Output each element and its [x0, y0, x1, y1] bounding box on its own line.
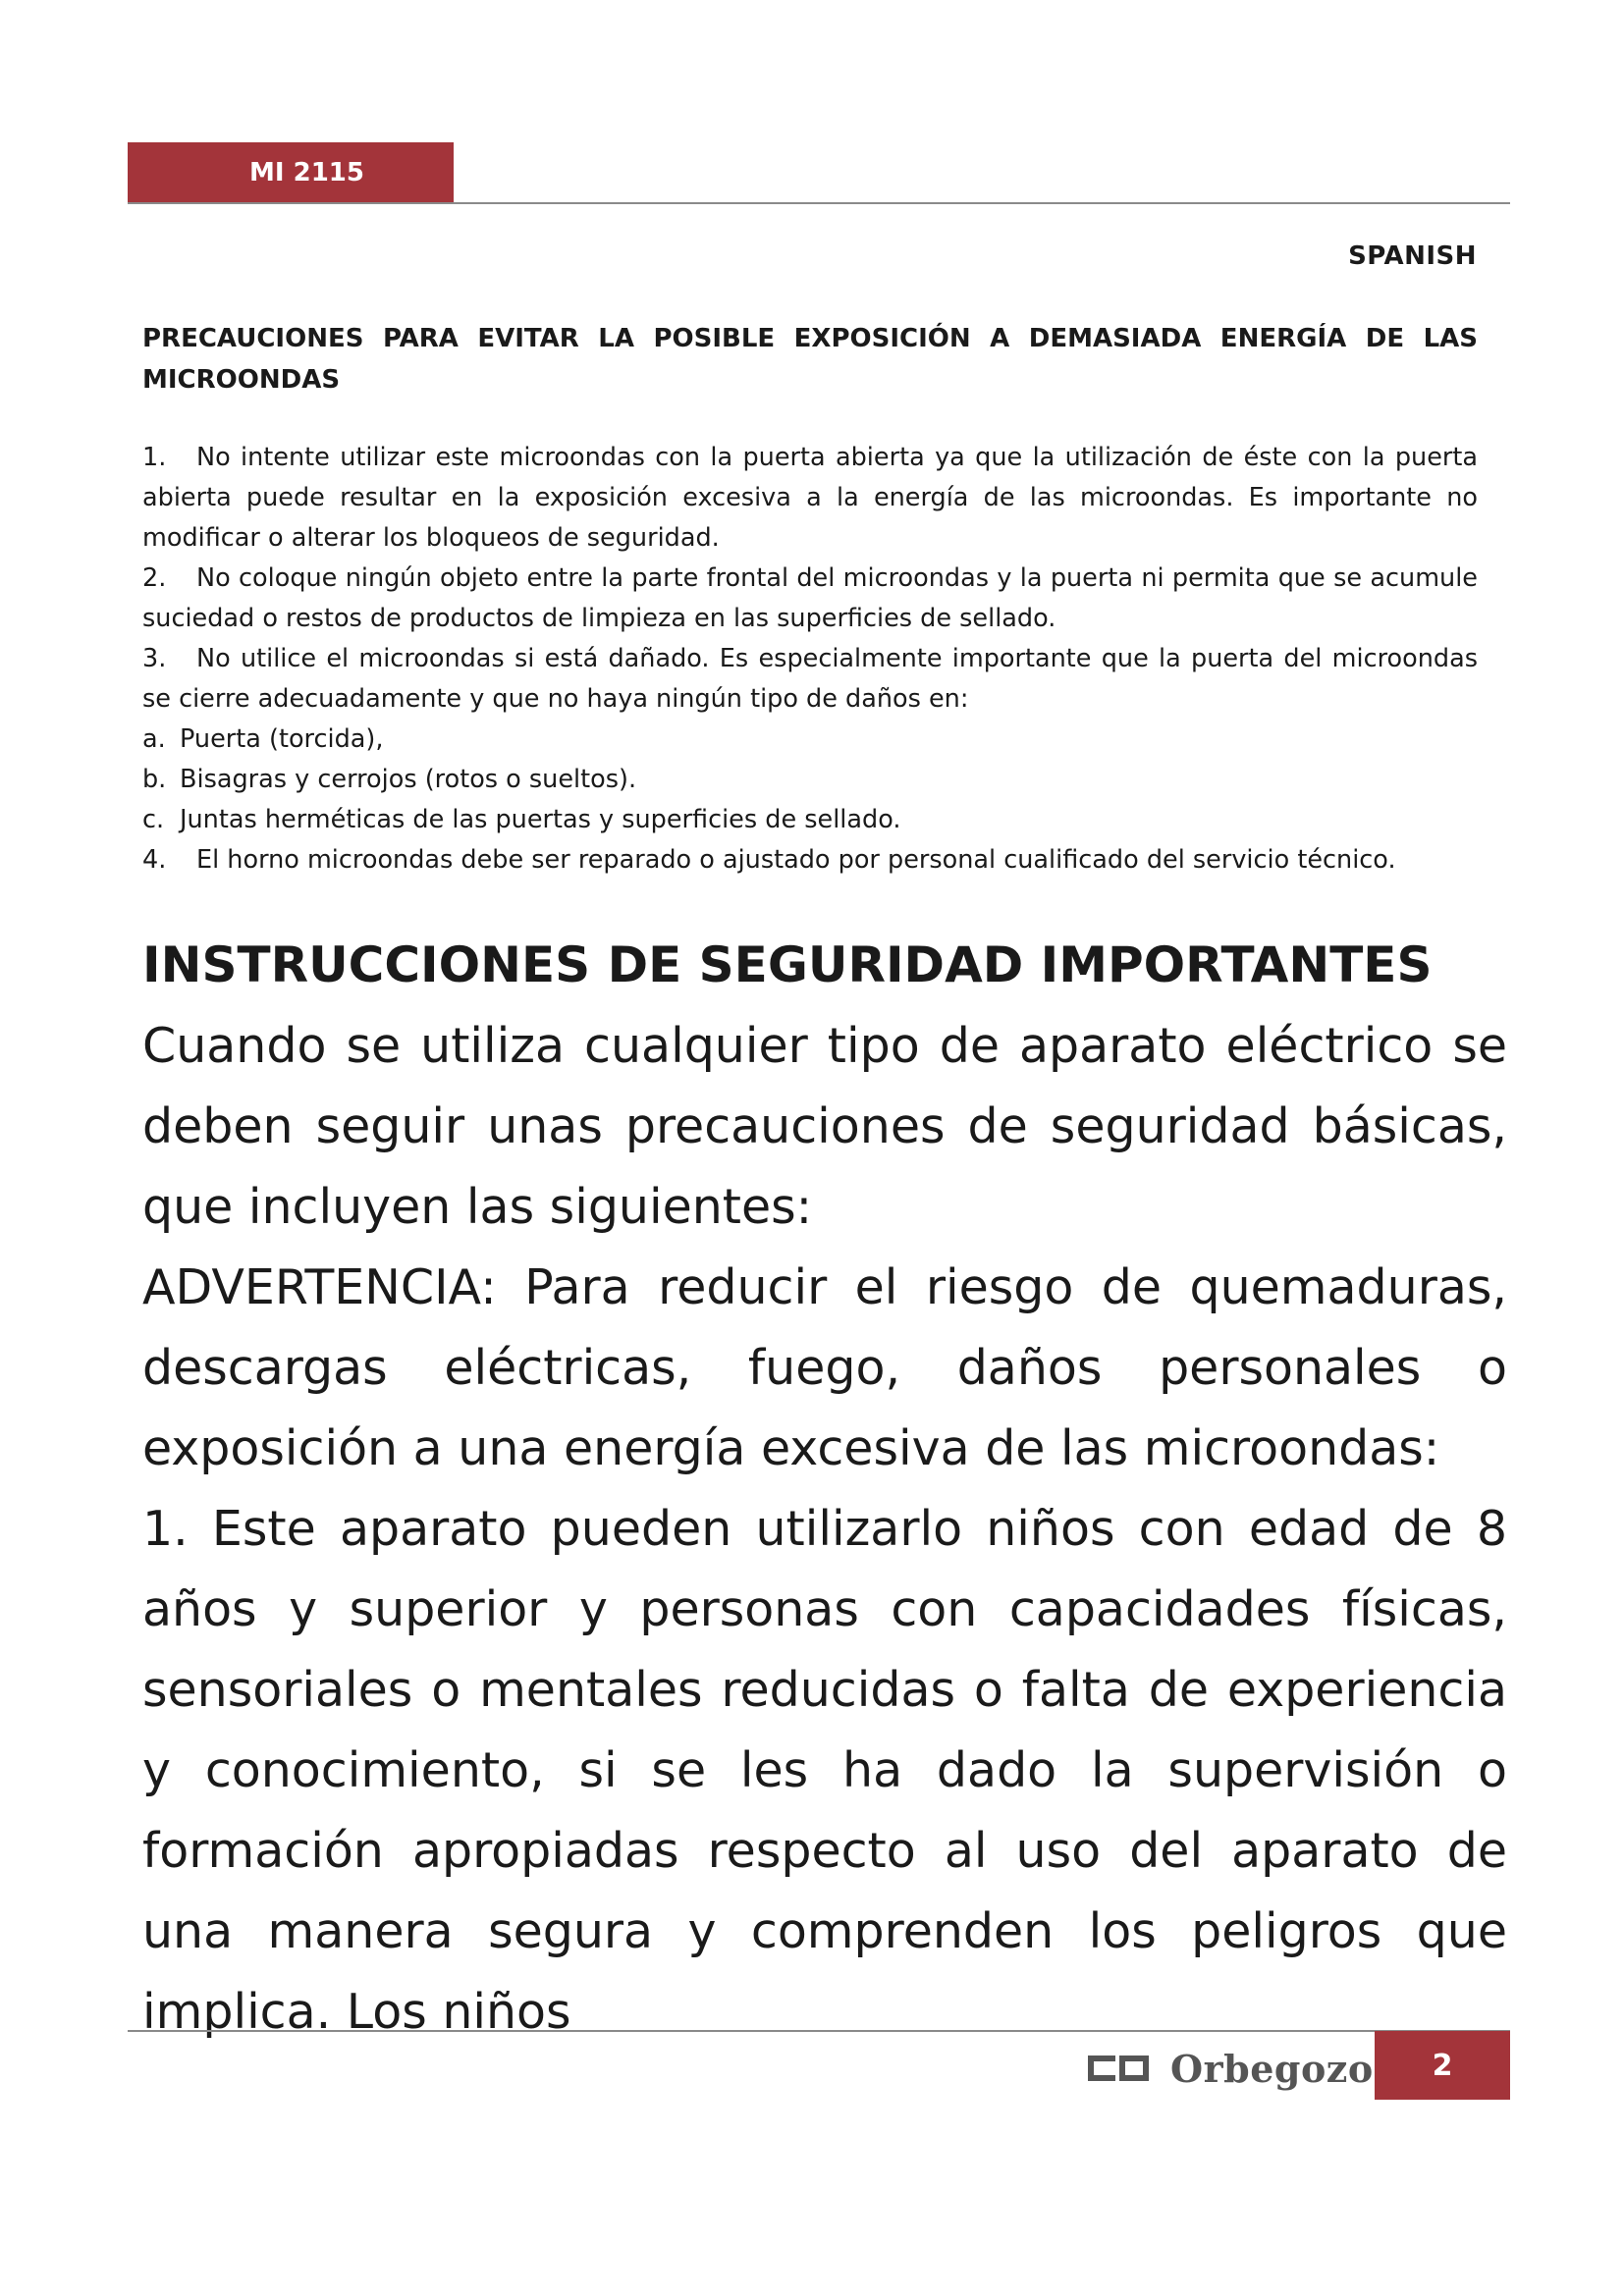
page-number: 2 — [1375, 2031, 1510, 2100]
list-item: 4. El horno microondas debe ser reparado o ajustado por personal cualificado del servicio técnico. — [142, 845, 1396, 875]
safety-body — [142, 1006, 1507, 2053]
sub-list-item: b. Bisagras y cerrojos (rotos o sueltos). — [142, 765, 637, 794]
precautions-title: PRECAUCIONES PARA EVITAR LA POSIBLE EXPOSICIÓN A DEMASIADA ENERGÍA DE LAS MICROONDAS — [142, 324, 1478, 395]
list-item: 1. No intente utilizar este microondas con la puerta abierta ya que la utilización de éste con la puerta abierta puede resultar en la exposición excesiva a la energía de las microondas. Es importante no modificar o alterar los bloqueos de seguridad. — [142, 443, 1478, 553]
model-label: MI 2115 — [249, 158, 364, 187]
precautions-list — [142, 438, 1478, 881]
model-tab — [128, 142, 454, 203]
brand-name: Orbegozo — [1170, 2046, 1374, 2091]
language-label: SPANISH — [1348, 241, 1477, 271]
list-item: 2. No coloque ningún objeto entre la parte frontal del microondas y la puerta ni permita que se acumule suciedad o restos de productos de limpieza en las superficies de sellado. — [142, 563, 1478, 633]
safety-intro: Cuando se utiliza cualquier tipo de aparato eléctrico se deben seguir unas precauciones de seguridad básicas, que incluyen las siguientes: — [142, 1018, 1507, 1235]
safety-item-1: 1. Este aparato pueden utilizarlo niños con edad de 8 años y superior y personas con capacidades físicas, sensoriales o mentales reducidas o falta de experiencia y conocimiento, si se les ha dado la supervisión o formación apropiadas respecto al uso del aparato de una manera segura y comprenden los peligros que implica. Los niños — [142, 1501, 1507, 2040]
brand-logo — [1088, 2044, 1374, 2093]
safety-warning: ADVERTENCIA: Para reducir el riesgo de quemaduras, descargas eléctricas, fuego, daños personales o exposición a una energía excesiva de las microondas: — [142, 1259, 1507, 1476]
safety-heading: INSTRUCCIONES DE SEGURIDAD IMPORTANTES — [142, 936, 1433, 993]
sub-list-item: c. Juntas herméticas de las puertas y superficies de sellado. — [142, 805, 901, 834]
list-item: 3. No utilice el microondas si está dañado. Es especialmente importante que la puerta del microondas se cierre adecuadamente y que no haya ningún tipo de daños en: — [142, 644, 1478, 714]
footer-divider — [128, 2030, 1510, 2032]
cg-logo-icon — [1088, 2056, 1149, 2081]
header-divider — [128, 202, 1510, 204]
sub-list-item: a. Puerta (torcida), — [142, 724, 384, 754]
